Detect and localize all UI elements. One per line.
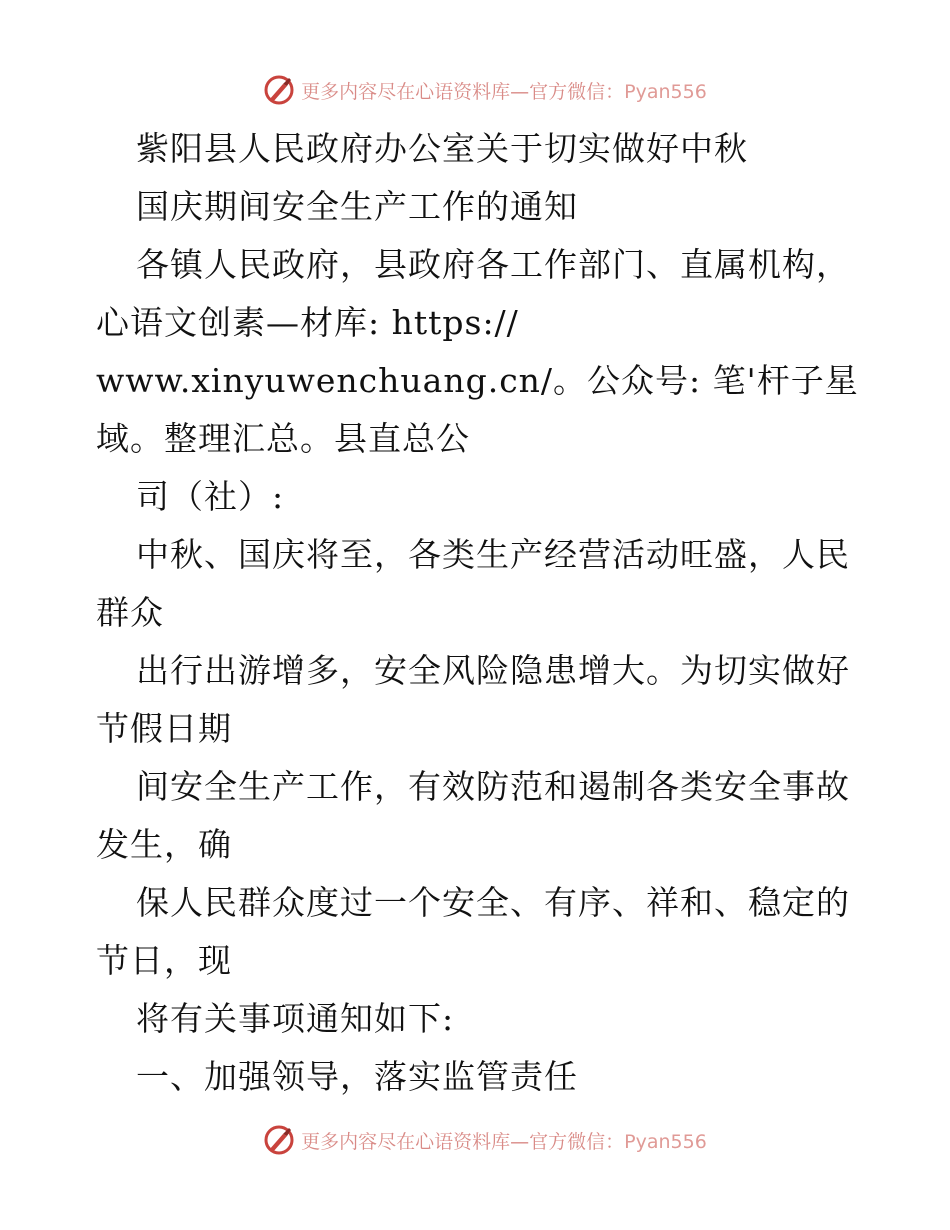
title-line-2: 国庆期间安全生产工作的通知 — [136, 187, 578, 226]
recipient-line-end: 司（社）: — [136, 477, 285, 516]
paragraph-line: 将有关事项通知如下: — [136, 999, 455, 1038]
pen-logo-icon — [263, 74, 295, 106]
paragraph-line: 出行出游增多，安全风险隐患增大。为切实做好 — [136, 651, 850, 690]
paragraph-line: 群众 — [96, 593, 164, 632]
banner-text: 更多内容尽在心语资料库—官方微信：Pyan556 — [301, 80, 707, 103]
paragraph-line: 保人民群众度过一个安全、有序、祥和、稳定的 — [136, 883, 850, 922]
banner-text: 更多内容尽在心语资料库—官方微信：Pyan556 — [301, 1130, 707, 1153]
document-body — [96, 120, 866, 1106]
paragraph-line: 间安全生产工作，有效防范和遏制各类安全事故 — [136, 767, 850, 806]
recipient-line: 各镇人民政府，县政府各工作部门、直属机构， — [136, 245, 850, 284]
section-heading: 一、加强领导，落实监管责任 — [136, 1057, 578, 1096]
paragraph-line: 发生，确 — [96, 825, 232, 864]
watermark-line-2: www.xinyuwenchuang.cn/。公众号: 笔'杆子星 — [96, 361, 859, 400]
pen-logo-icon — [263, 1124, 295, 1156]
paragraph-line: 节假日期 — [96, 709, 232, 748]
watermark-line-1: 心语文创素—材库: https:// — [96, 303, 519, 342]
paragraph-line: 节日，现 — [96, 941, 232, 980]
watermark-line-3: 域。整理汇总。县直总公 — [96, 419, 470, 458]
title-line-1: 紫阳县人民政府办公室关于切实做好中秋 — [136, 129, 748, 168]
paragraph-line: 中秋、国庆将至，各类生产经营活动旺盛，人民 — [136, 535, 850, 574]
header-banner — [0, 70, 950, 110]
footer-banner — [0, 1120, 950, 1160]
